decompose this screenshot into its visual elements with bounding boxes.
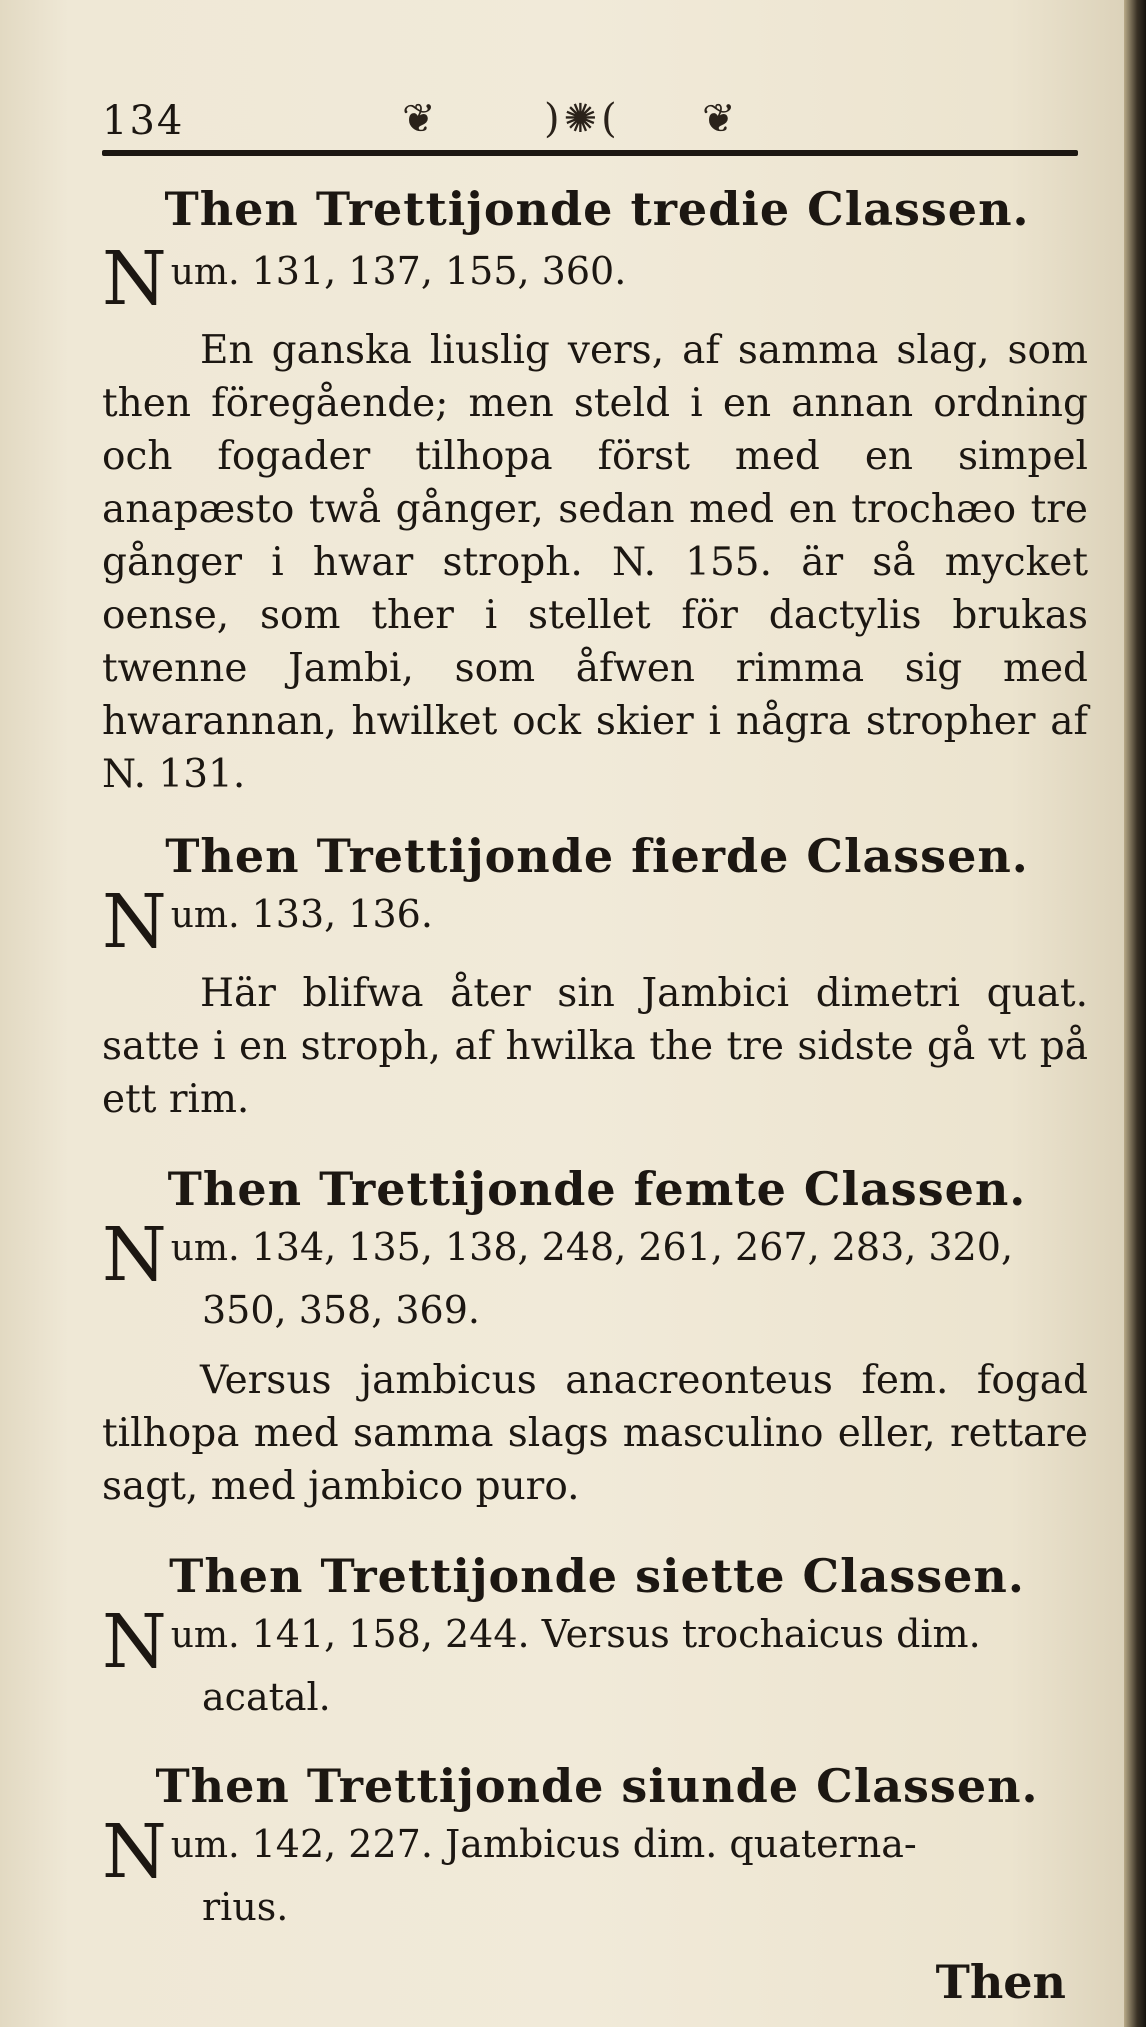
- num-initial: N: [102, 879, 167, 965]
- num-description: Versus trochaicus dim.: [541, 1612, 981, 1656]
- num-initial: N: [102, 236, 167, 322]
- num-values-continued: acatal.: [202, 1675, 331, 1719]
- num-initial: N: [102, 1809, 167, 1895]
- num-prefix: um.: [170, 1825, 240, 1866]
- section-heading: Then Trettijonde fierde Classen.: [165, 829, 1029, 883]
- book-spine: [1124, 0, 1146, 2027]
- num-values: 141, 158, 244.: [251, 1612, 530, 1656]
- section-class-36: [102, 1543, 1092, 1721]
- ornament-left-icon: ❦: [402, 96, 436, 142]
- num-values-continued: 350, 358, 369.: [202, 1288, 480, 1332]
- section-text: Versus jambicus anacreonteus fem. fogad tilhopa med samma slags masculino eller, rettare sagt, med jambico puro.: [102, 1358, 1088, 1509]
- header-rule: [102, 150, 1078, 156]
- num-line: [102, 1809, 1092, 1931]
- ornament-right-icon: ❦: [702, 96, 736, 142]
- num-line: [102, 1599, 1092, 1721]
- section-class-34: [102, 823, 1092, 1126]
- running-header: [102, 92, 1082, 152]
- num-values-continued: rius.: [202, 1885, 289, 1929]
- num-prefix: um.: [170, 895, 240, 936]
- num-prefix: um.: [170, 1228, 240, 1269]
- num-initial: N: [102, 1212, 167, 1298]
- section-heading: Then Trettijonde femte Classen.: [167, 1162, 1027, 1216]
- num-prefix: um.: [170, 252, 240, 293]
- section-text: En ganska liuslig vers, af samma slag, som then föregående; men steld i en annan ordning och fogader tilhopa först med en simpel anapæsto twå gånger, sedan med en trochæo tre gånger i hwar stroph. N. 155. är så mycket oense, som ther i stellet för dactylis brukas twenne Jambi, som åfwen rimma sig med hwarannan, hwilket ock skier i några stropher af N. 131.: [102, 328, 1088, 797]
- section-heading: Then Trettijonde siette Classen.: [169, 1549, 1025, 1603]
- num-values: 131, 137, 155, 360.: [251, 249, 627, 293]
- section-heading: Then Trettijonde siunde Classen.: [155, 1759, 1039, 1813]
- section-heading: Then Trettijonde tredie Classen.: [164, 182, 1030, 236]
- catchword: Then: [935, 1955, 1066, 2009]
- num-values: 142, 227.: [251, 1822, 433, 1866]
- page-content: [102, 168, 1092, 1931]
- section-class-37: [102, 1753, 1092, 1931]
- section-class-35: [102, 1156, 1092, 1513]
- num-description: Jambicus dim. quaterna-: [445, 1822, 917, 1866]
- section-class-33: [102, 176, 1092, 801]
- num-initial: N: [102, 1599, 167, 1685]
- ornament-center-icon: )✺(: [544, 96, 621, 142]
- num-values: 133, 136.: [251, 892, 433, 936]
- num-line: [102, 879, 1092, 965]
- num-values: 134, 135, 138, 248, 261, 267, 283, 320,: [251, 1225, 1014, 1269]
- page-number: 134: [102, 98, 185, 144]
- num-prefix: um.: [170, 1615, 240, 1656]
- section-text: Här blifwa åter sin Jambici dimetri quat. satte i en stroph, af hwilka the tre sidste gå vt på ett rim.: [102, 971, 1088, 1122]
- num-line: [102, 1212, 1092, 1334]
- num-line: [102, 236, 1092, 322]
